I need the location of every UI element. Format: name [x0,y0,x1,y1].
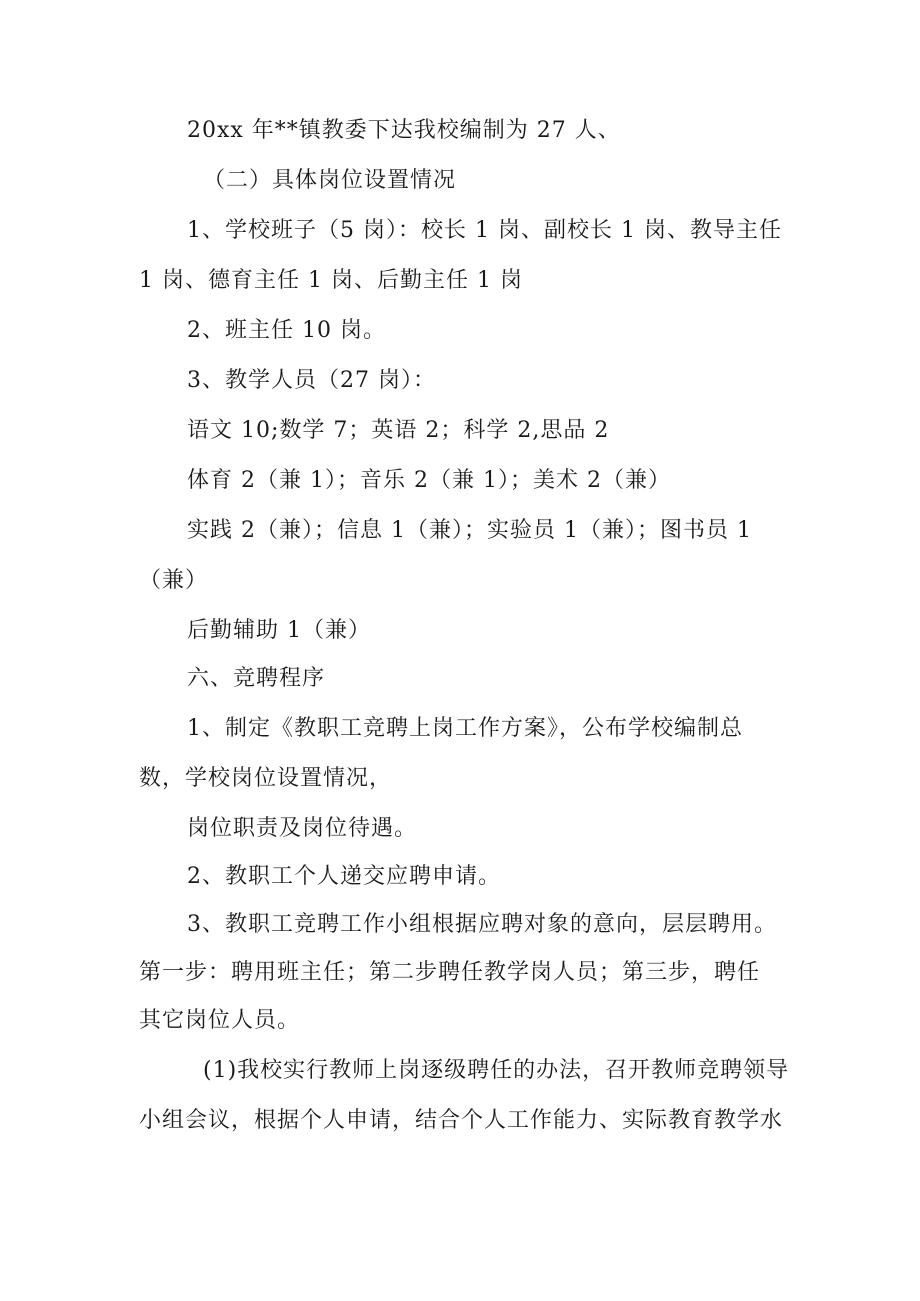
text-line-11: 后勤辅助 1（兼） [187,618,371,643]
text-line-10: （兼） [139,568,209,593]
section-heading-12: 六、竞聘程序 [187,666,326,691]
text-line-17: 3、教职工竞聘工作小组根据应聘对象的意向，层层聘用。 [187,912,777,937]
text-line-16: 2、教职工个人递交应聘申请。 [187,864,501,889]
text-line-20: (1)我校实行教师上岗逐级聘任的办法，召开教师竞聘领导 [203,1058,790,1083]
text-line-13: 1、制定《教职工竞聘上岗工作方案》，公布学校编制总 [187,716,743,741]
text-line-5: 2、班主任 10 岗。 [187,318,386,343]
text-line-21: 小组会议，根据个人申请，结合个人工作能力、实际教育教学水 [139,1108,784,1133]
text-line-14: 数，学校岗位设置情况， [139,766,393,791]
text-line-18: 第一步：聘用班主任；第二步聘任教学岗人员；第三步，聘任 [139,960,761,985]
section-heading-2: （二）具体岗位设置情况 [203,168,457,193]
text-line-4: 1 岗、德育主任 1 岗、后勤主任 1 岗 [139,268,523,293]
text-line-1: 20xx 年**镇教委下达我校编制为 27 人、 [187,118,621,143]
text-line-7: 语文 10;数学 7；英语 2；科学 2,思品 2 [187,418,610,443]
text-line-15: 岗位职责及岗位待遇。 [187,816,418,841]
text-line-3: 1、学校班子（5 岗）：校长 1 岗、副校长 1 岗、教导主任 [187,218,782,243]
text-line-6: 3、教学人员（27 岗）： [187,368,436,393]
text-line-19: 其它岗位人员。 [139,1008,301,1033]
text-line-9: 实践 2（兼）；信息 1（兼）；实验员 1（兼）；图书员 1 [187,518,752,543]
text-line-8: 体育 2（兼 1）；音乐 2（兼 1）；美术 2（兼） [187,468,671,493]
